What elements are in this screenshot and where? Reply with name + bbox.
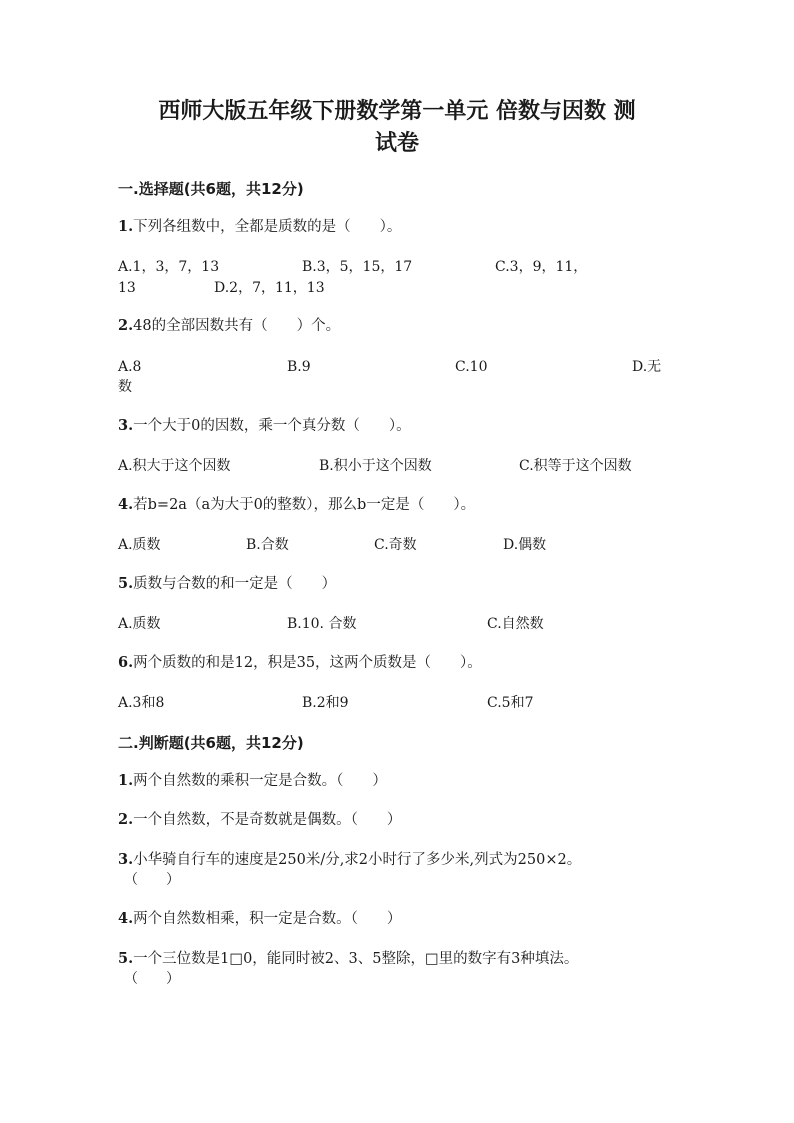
option-b: B.9 xyxy=(287,359,311,375)
option-b: B.积小于这个因数 xyxy=(319,458,432,474)
question-number: 4. xyxy=(118,496,134,513)
option-c: C.自然数 xyxy=(487,616,544,632)
choice-question-6 xyxy=(118,653,678,673)
option-a: A.积大于这个因数 xyxy=(118,458,231,474)
choice-question-1 xyxy=(118,217,678,237)
choice-question-5 xyxy=(118,574,678,594)
question-number: 6. xyxy=(118,654,134,671)
option-c: C.5和7 xyxy=(487,695,534,711)
option-a: A.1，3，7，13 xyxy=(118,259,220,275)
option-a: A.质数 xyxy=(118,616,161,632)
question-text: 若b=2a（a为大于0的整数），那么b一定是（ ）。 xyxy=(133,497,476,513)
question-text: 下列各组数中，全都是质数的是（ ）。 xyxy=(133,219,402,235)
question-number: 2. xyxy=(118,811,134,828)
question-number: 1. xyxy=(118,218,134,235)
option-c-wrap: 13 xyxy=(118,280,136,296)
option-a: A.质数 xyxy=(118,537,161,553)
option-d: D.2，7，11，13 xyxy=(214,280,325,296)
question-text: 一个大于0的因数，乘一个真分数（ ）。 xyxy=(133,418,411,434)
judge-question-1 xyxy=(118,771,678,791)
option-c: C.积等于这个因数 xyxy=(519,458,632,474)
question-text: 48的全部因数共有（ ）个。 xyxy=(133,318,341,334)
question-number: 3. xyxy=(118,417,134,434)
option-c: C.3，9，11， xyxy=(495,259,588,275)
question-number: 3. xyxy=(118,851,134,868)
option-b: B.合数 xyxy=(246,537,289,553)
option-a: A.3和8 xyxy=(118,695,165,711)
question-text: 一个三位数是1□0，能同时被2、3、5整除，□里的数字有3种填法。 xyxy=(133,951,579,967)
section-heading-choice: 一.选择题(共6题，共12分) xyxy=(118,180,304,198)
judge-question-5 xyxy=(118,949,678,969)
title-line-1: 西师大版五年级下册数学第一单元 倍数与因数 测 xyxy=(158,99,636,124)
question-text: 两个质数的和是12，积是35，这两个质数是（ ）。 xyxy=(133,655,482,671)
section-heading-judge: 二.判断题(共6题，共12分) xyxy=(118,734,304,752)
question-text: 小华骑自行车的速度是250米/分,求2小时行了多少米,列式为250×2。 xyxy=(133,852,582,868)
question-text: 两个自然数的乘积一定是合数。（ ） xyxy=(133,773,387,789)
question-text: 一个自然数，不是奇数就是偶数。（ ） xyxy=(133,812,402,828)
judge-question-3-brackets: （ ） xyxy=(124,872,180,888)
judge-question-4 xyxy=(118,909,678,929)
question-number: 2. xyxy=(118,317,134,334)
question-text: 质数与合数的和一定是（ ） xyxy=(133,576,337,592)
option-d: D.无 xyxy=(632,359,662,375)
option-d-wrap: 数 xyxy=(118,379,132,395)
option-b: B.10. 合数 xyxy=(287,616,357,632)
page-title xyxy=(100,96,694,160)
option-b: B.2和9 xyxy=(302,695,349,711)
option-a: A.8 xyxy=(118,359,142,375)
question-number: 5. xyxy=(118,575,134,592)
question-number: 5. xyxy=(118,950,134,967)
title-line-2: 试卷 xyxy=(374,131,419,156)
question-number: 4. xyxy=(118,910,134,927)
choice-question-3 xyxy=(118,416,678,436)
choice-question-4 xyxy=(118,495,678,515)
judge-question-5-brackets: （ ） xyxy=(124,971,180,987)
option-c: C.10 xyxy=(455,359,488,375)
choice-question-2 xyxy=(118,316,678,336)
question-text: 两个自然数相乘，积一定是合数。（ ） xyxy=(133,911,402,927)
option-b: B.3，5，15，17 xyxy=(302,259,413,275)
question-number: 1. xyxy=(118,772,134,789)
option-c: C.奇数 xyxy=(374,537,417,553)
option-d: D.偶数 xyxy=(503,537,547,553)
judge-question-2 xyxy=(118,810,678,830)
judge-question-3 xyxy=(118,850,678,870)
